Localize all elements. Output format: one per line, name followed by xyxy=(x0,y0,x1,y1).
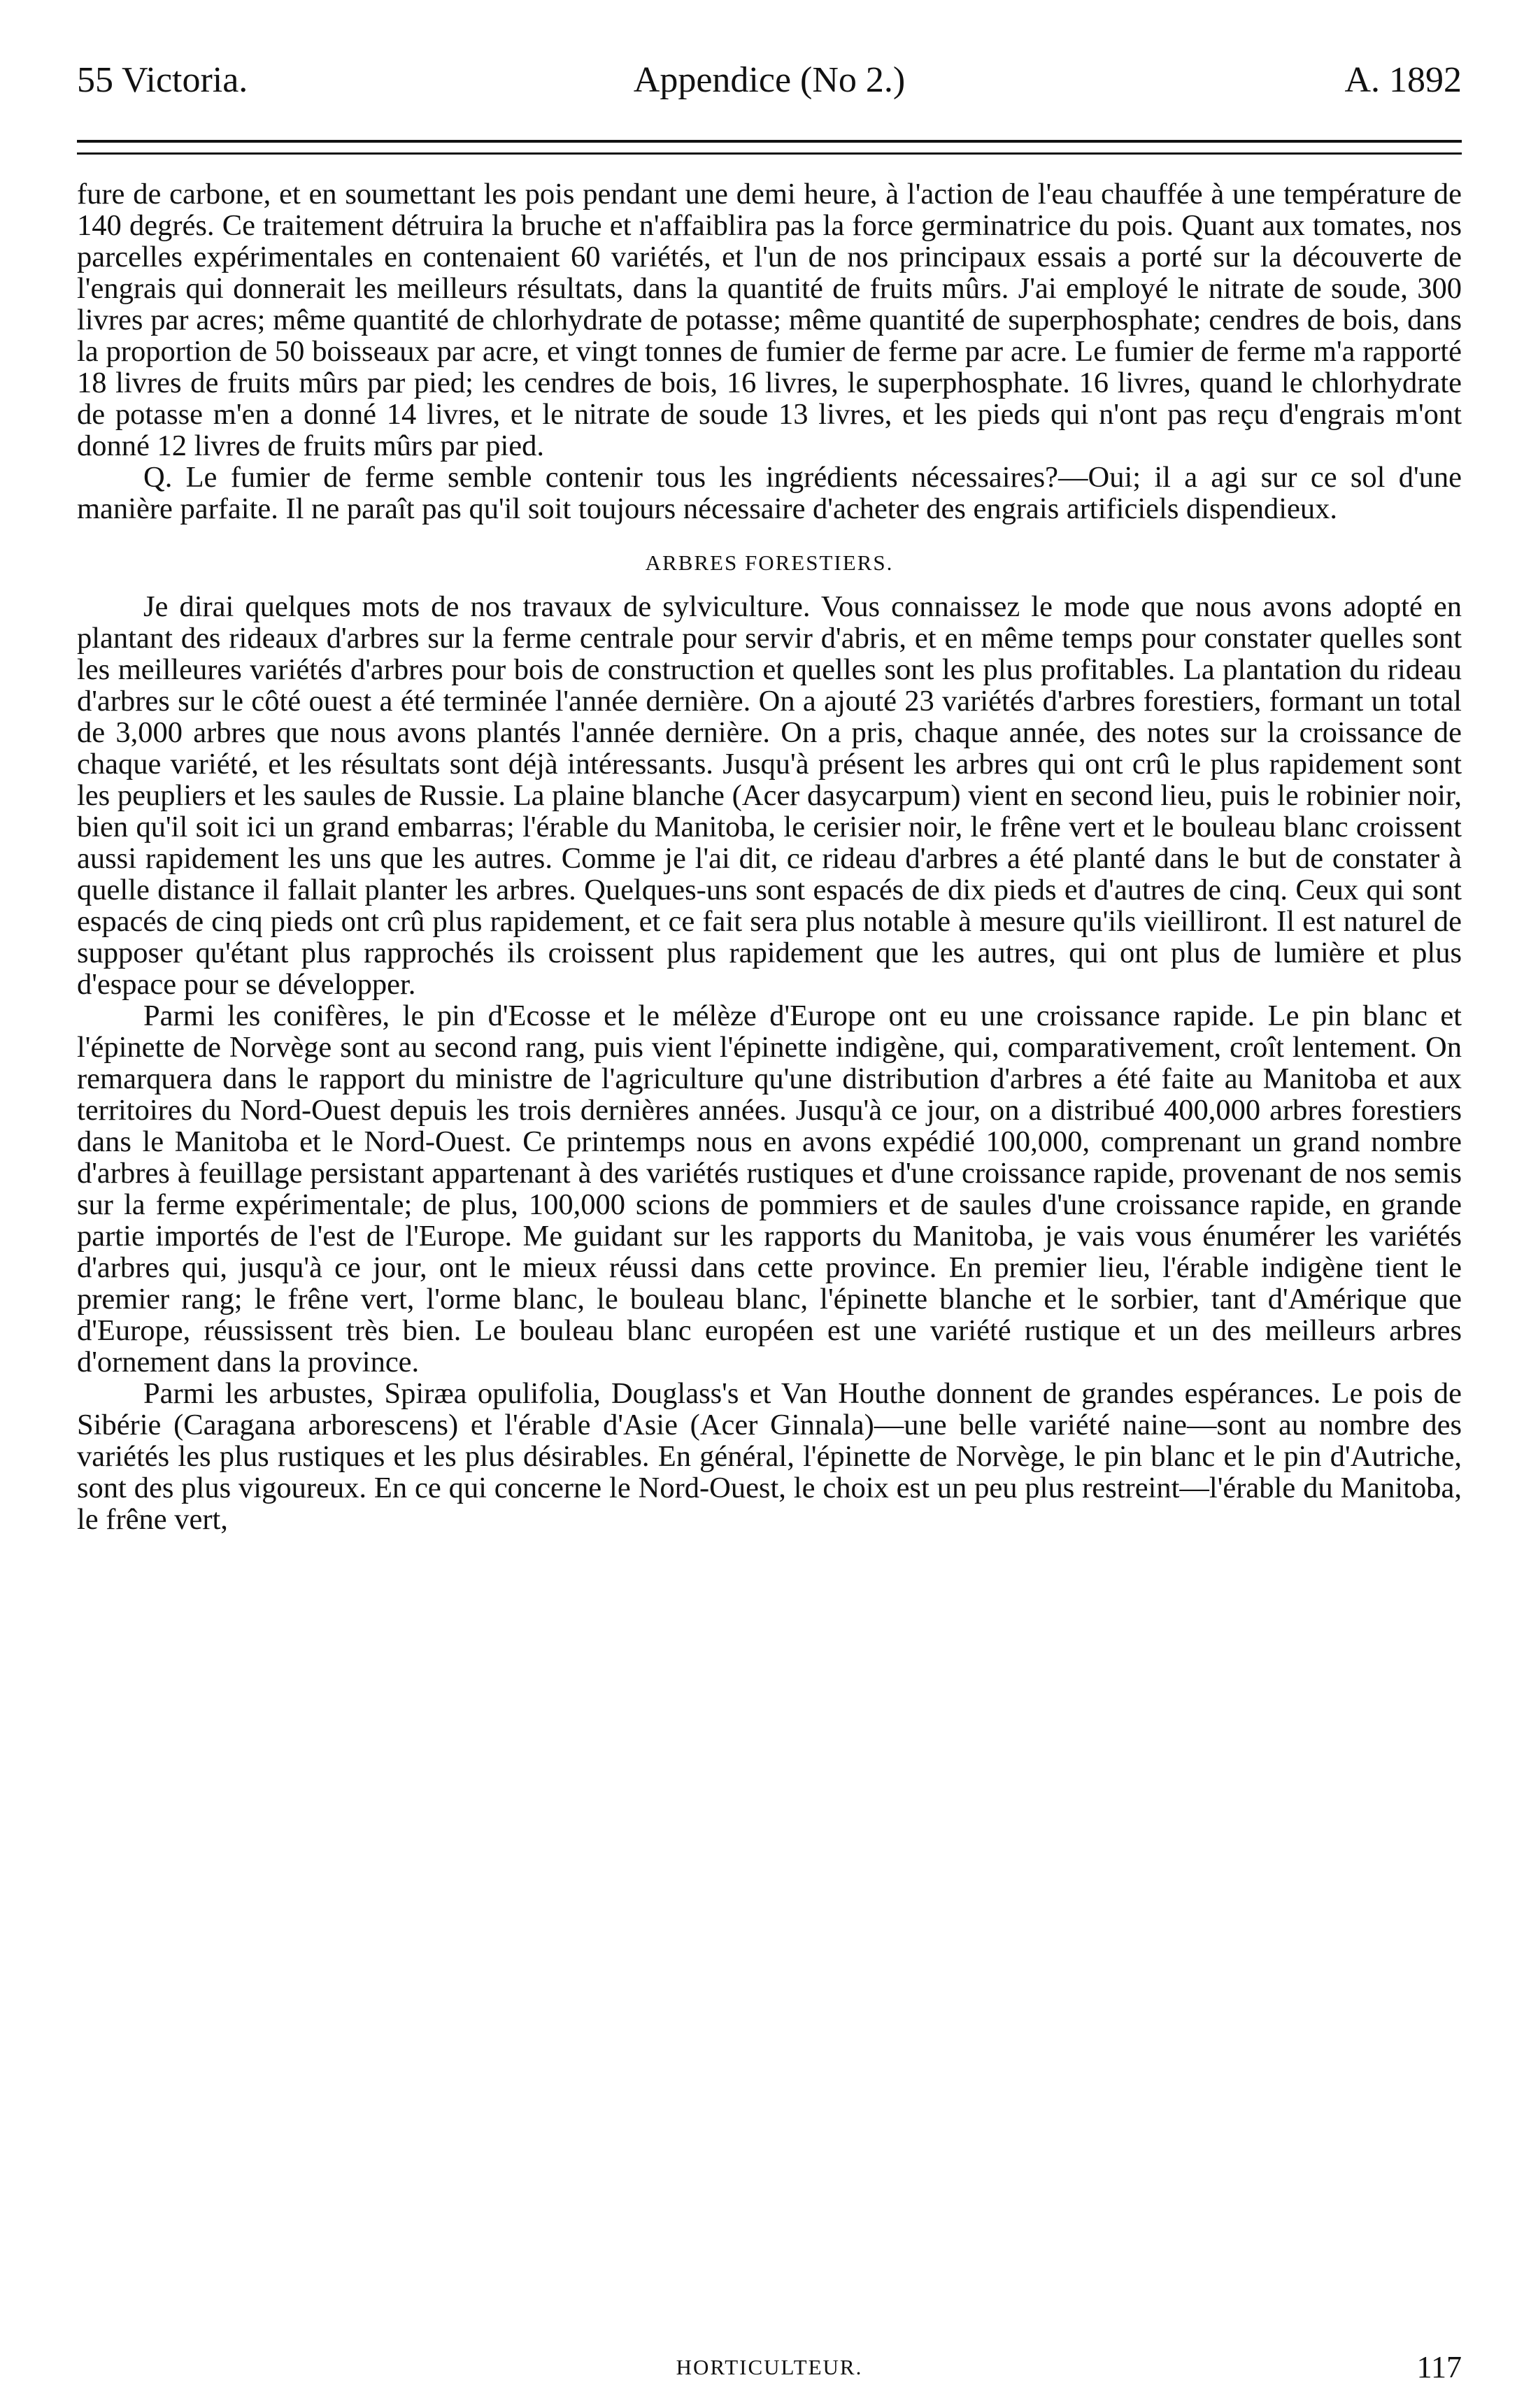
paragraph: Parmi les arbustes, Spiræa opulifolia, Douglass's et Van Houthe donnent de grandes espérances. Le pois de Sibérie (Caragana arborescens) et l'érable d'Asie (Acer Ginnala)—une belle variété naine—sont au nombre des variétés les plus rustiques et les plus désirables. En général, l'épinette de Norvège, le pin blanc et le pin d'Autriche, sont des plus vigoureux. En ce qui concerne le Nord-Ouest, le choix est un peu plus restreint—l'érable du Manitoba, le frêne vert, xyxy=(77,1377,1462,1536)
body-text xyxy=(77,178,1462,1535)
footer-title: HORTICULTEUR. xyxy=(676,2355,863,2379)
header-appendix: Appendice (No 2.) xyxy=(633,60,906,100)
header-rule-top xyxy=(77,140,1462,143)
running-header xyxy=(77,49,1462,112)
running-footer xyxy=(77,2350,1462,2385)
header-year: A. 1892 xyxy=(1344,60,1462,100)
paragraph: Parmi les conifères, le pin d'Ecosse et le mélèze d'Europe ont eu une croissance rapide. Le pin blanc et l'épinette de Norvège sont au second rang, puis vient l'épinette indigène, qui, comparativement, croît lentement. On remarquera dans le rapport du ministre de l'agriculture qu'une distribution d'arbres a été faite au Manitoba et aux territoires du Nord-Ouest depuis les trois dernières années. Jusqu'à ce jour, on a distribué 400,000 arbres forestiers dans le Manitoba et le Nord-Ouest. Ce printemps nous en avons expédié 100,000, comprenant un grand nombre d'arbres à feuillage persistant appartenant à des variétés rustiques et d'une croissance rapide, provenant de nos semis sur la ferme expérimentale; de plus, 100,000 scions de pommiers et de saules d'une croissance rapide, en grande partie importés de l'est de l'Europe. Me guidant sur les rapports du Manitoba, je vais vous énumérer les variétés d'arbres qui, jusqu'à ce jour, ont le mieux réussi dans cette province. En premier lieu, l'érable indigène tient le premier rang; le frêne vert, l'orme blanc, le bouleau blanc, l'épinette blanche et le sorbier, tant d'Amérique que d'Europe, réussissent très bien. Le bouleau blanc européen est une variété rustique et un des meilleurs arbres d'ornement dans la province. xyxy=(77,999,1462,1378)
section-heading: ARBRES FORESTIERS. xyxy=(645,550,894,575)
paragraph: fure de carbone, et en soumettant les pois pendant une demi heure, à l'action de l'eau chauffée à une température de 140 degrés. Ce traitement détruira la bruche et n'affaiblira pas la force germinatrice du pois. Quant aux tomates, nos parcelles expérimentales en contenaient 60 variétés, et l'un de nos principaux essais a porté sur la découverte de l'engrais qui donnerait les meilleurs résultats, dans la quantité de fruits mûrs. J'ai employé le nitrate de soude, 300 livres par acres; même quantité de chlorhydrate de potasse; même quantité de superphosphate; cendres de bois, dans la proportion de 50 boisseaux par acre, et vingt tonnes de fumier de ferme par acre. Le fumier de ferme m'a rapporté 18 livres de fruits mûrs par pied; les cendres de bois, 16 livres, le superphosphate. 16 livres, quand le chlorhydrate de potasse m'en a donné 14 livres, et le nitrate de soude 13 livres, et les pieds qui n'ont pas reçu d'engrais m'ont donné 12 livres de fruits mûrs par pied. xyxy=(77,178,1462,462)
header-session: 55 Victoria. xyxy=(77,60,248,100)
paragraph: Je dirai quelques mots de nos travaux de sylviculture. Vous connaissez le mode que nous avons adopté en plantant des rideaux d'arbres sur la ferme centrale pour servir d'abris, et en même temps pour constater quelles sont les meilleures variétés d'arbres pour bois de construction et quelles sont les plus profitables. La plantation du rideau d'arbres sur le côté ouest a été terminée l'année dernière. On a ajouté 23 variétés d'arbres forestiers, formant un total de 3,000 arbres que nous avons plantés l'année dernière. On a pris, chaque année, des notes sur la croissance de chaque variété, et les résultats sont déjà intéressants. Jusqu'à présent les arbres qui ont crû le plus rapidement sont les peupliers et les saules de Russie. La plaine blanche (Acer dasycarpum) vient en second lieu, puis le robinier noir, bien qu'il soit ici un grand embarras; l'érable du Manitoba, le cerisier noir, le frêne vert et le bouleau blanc croissent aussi rapidement les uns que les autres. Comme je l'ai dit, ce rideau d'arbres a été planté dans le but de constater à quelle distance il fallait planter les arbres. Quelques-uns sont espacés de dix pieds et d'autres de cinq. Ceux qui sont espacés de cinq pieds ont crû plus rapidement, et ce fait sera plus notable à mesure qu'ils vieilliront. Il est naturel de supposer qu'étant plus rapprochés ils croissent plus rapidement que les autres, qui ont plus de lumière et plus d'espace pour se développer. xyxy=(77,590,1462,1001)
page-number: 117 xyxy=(1416,2350,1462,2384)
header-rule-bottom xyxy=(77,152,1462,155)
paragraph: Q. Le fumier de ferme semble contenir tous les ingrédients nécessaires?—Oui; il a agi sur ce sol d'une manière parfaite. Il ne paraît pas qu'il soit toujours nécessaire d'acheter des engrais artificiels dispendieux. xyxy=(77,461,1462,525)
